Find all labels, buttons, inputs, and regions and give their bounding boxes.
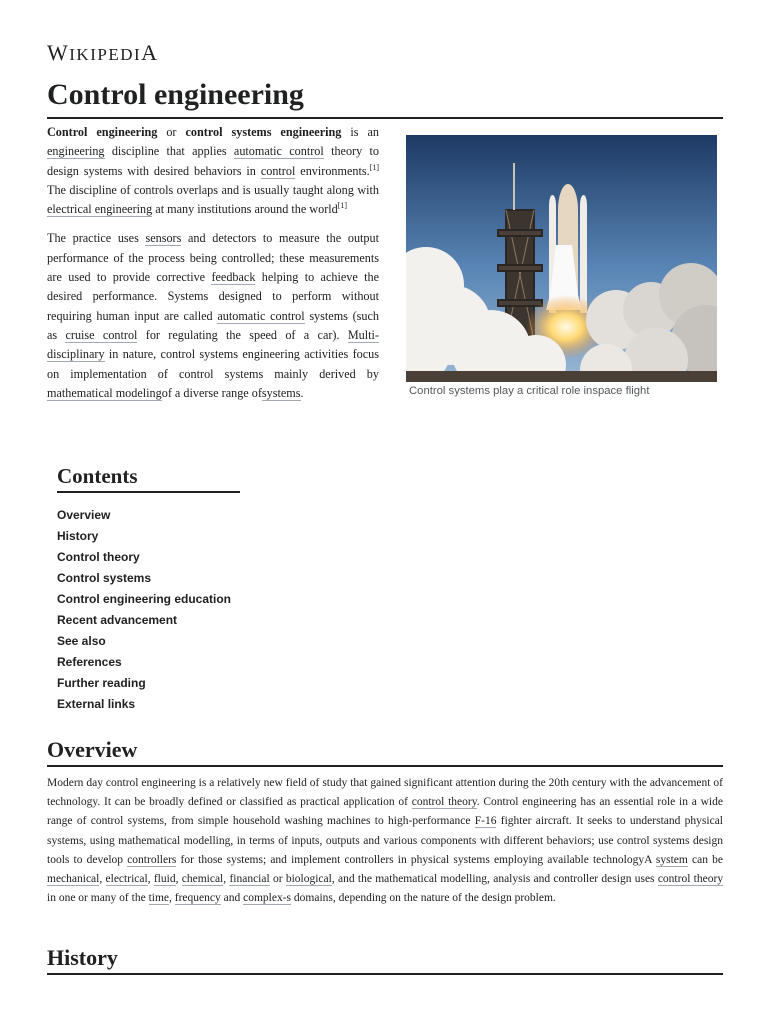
link-cruise-control[interactable]: cruise control <box>65 327 138 342</box>
link-frequency[interactable]: frequency <box>174 892 221 905</box>
bold-term-control-engineering: Control engineering <box>47 125 158 139</box>
link-electrical[interactable]: electrical <box>105 873 148 886</box>
section-heading-history: History <box>47 944 723 975</box>
link-controllers[interactable]: controllers <box>127 853 177 866</box>
toc-title: Contents <box>57 462 240 493</box>
table-of-contents <box>57 462 247 715</box>
link-complex-s[interactable]: complex-s <box>243 892 292 905</box>
lead-paragraph-2: The practice uses sensors and detectors to measure the output performance of the process being controlled; these measurements are used to provide corrective feedback helping to achieve the desired performance. Systems designed to perform without requiring human input are called automatic control systems (such as cruise control for regulating the speed of a car). Multi-disciplinary in nature, control systems engineering activities focus on implementation of control systems mainly derived by mathematical modelingof a diverse range ofsystems. <box>47 231 380 400</box>
link-control-theory[interactable]: control theory <box>411 796 477 809</box>
lead-paragraph-1: Control engineering or control systems engineering is an engineering discipline that applies automatic control theory to design systems with desired behaviors in control environments.[1] The discipline of controls overlaps and is usually taught along with electrical engineering at many institutions around the world[1] <box>47 125 380 217</box>
link-sensors[interactable]: sensors <box>145 231 182 246</box>
link-chemical[interactable]: chemical <box>181 873 224 886</box>
toc-item-history[interactable]: History <box>57 529 99 543</box>
shuttle-stack <box>546 184 587 313</box>
link-fluid[interactable]: fluid <box>153 873 176 886</box>
link-mechanical[interactable]: mechanical <box>47 873 100 886</box>
figure-caption: Control systems play a critical role inspace flight <box>409 385 650 397</box>
toc-item-control-theory[interactable]: Control theory <box>57 550 140 564</box>
toc-item-see-also[interactable]: See also <box>57 634 106 648</box>
reference-1[interactable]: [1] <box>369 162 380 172</box>
link-time[interactable]: time <box>148 892 170 905</box>
link-systems[interactable]: systems <box>261 385 301 400</box>
link-automatic-control-2[interactable]: automatic control <box>217 308 305 323</box>
wordmark-final: A <box>141 40 159 65</box>
toc-list <box>57 505 247 715</box>
wikipedia-wordmark[interactable] <box>47 40 159 66</box>
bold-term-control-systems-engineering: control systems engineering <box>185 125 342 139</box>
toc-item-external-links[interactable]: External links <box>57 697 136 711</box>
overview-paragraph: Modern day control engineering is a relatively new field of study that gained significant attention during the 20th century with the advancement of technology. It can be broadly defined or classified as practical application of control theory. Control engineering has an essential role in a wide range of control systems, from simple household washing machines to high-performance F-16 fighter aircraft. It seeks to understand physical systems, using mathematical modelling, in terms of inputs, outputs and various components with different behaviors; use control systems design tools to develop controllers for those systems; and implement controllers in physical systems employing available technologyA system can be mechanical, electrical, fluid, chemical, financial or biological, and the mathematical modelling, analysis and controller design uses control theory in one or many of the time, frequency and complex-s domains, depending on the nature of the design problem. <box>47 777 724 905</box>
link-system[interactable]: system <box>655 853 688 866</box>
link-biological[interactable]: biological <box>285 873 332 886</box>
link-automatic-control[interactable]: automatic control <box>233 144 324 159</box>
link-mathematical-modeling[interactable]: mathematical modeling <box>47 385 162 400</box>
lead-section <box>47 123 379 413</box>
link-financial[interactable]: financial <box>229 873 270 886</box>
link-engineering[interactable]: engineering <box>47 144 105 159</box>
page-title: Control engineering <box>47 76 723 119</box>
toc-item-overview[interactable]: Overview <box>57 508 111 522</box>
toc-item-recent-advancement[interactable]: Recent advancement <box>57 613 178 627</box>
wordmark-initial: W <box>47 40 70 65</box>
reference-1-second[interactable]: [1] <box>337 201 348 211</box>
link-multidisciplinary[interactable]: Multi-disciplinary <box>47 327 379 362</box>
section-heading-overview: Overview <box>47 736 723 767</box>
link-control-theory-2[interactable]: control theory <box>657 873 724 886</box>
wordmark-middle: IKIPEDI <box>69 45 142 64</box>
lead-figure <box>406 135 717 397</box>
toc-item-references[interactable]: References <box>57 655 122 669</box>
toc-item-control-engineering-education[interactable]: Control engineering education <box>57 592 232 606</box>
toc-item-control-systems[interactable]: Control systems <box>57 571 152 585</box>
space-shuttle-launch-image[interactable] <box>406 135 717 382</box>
link-electrical-engineering[interactable]: electrical engineering <box>47 202 153 217</box>
toc-item-further-reading[interactable]: Further reading <box>57 676 146 690</box>
link-f16[interactable]: F-16 <box>474 815 497 828</box>
link-control[interactable]: control <box>260 163 296 178</box>
link-feedback[interactable]: feedback <box>211 270 256 285</box>
